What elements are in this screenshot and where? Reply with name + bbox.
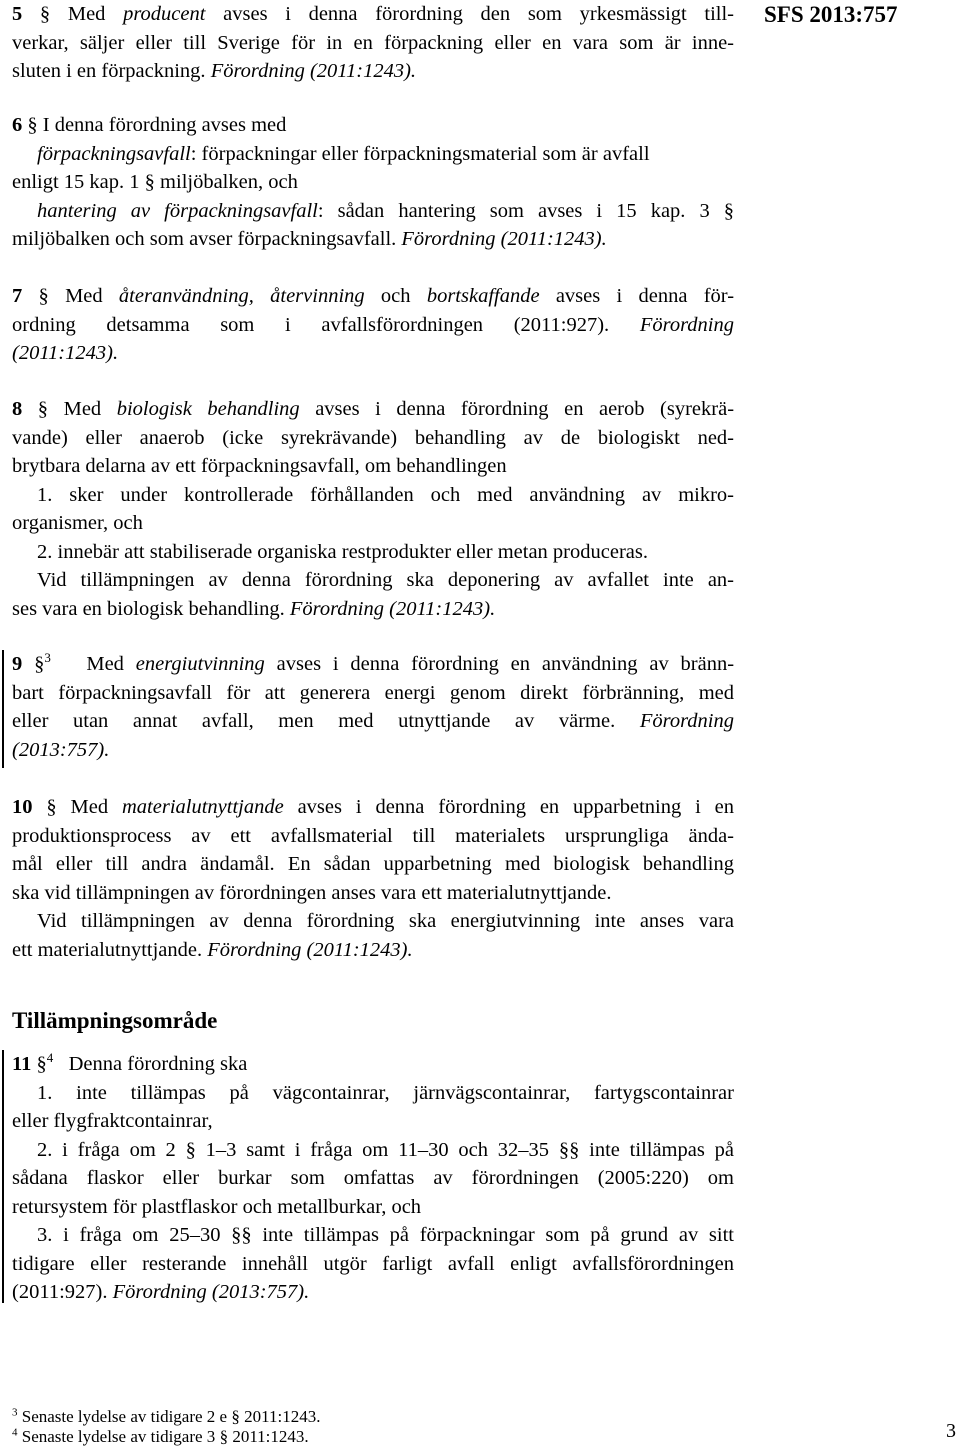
line — [12, 282, 734, 311]
text: ett materialutnyttjande. — [12, 938, 208, 961]
line: organismer, och — [12, 512, 143, 534]
text: 1–3 samt i fråga om 11–30 och 32–35 — [195, 1138, 559, 1161]
section-6 — [12, 111, 734, 254]
line — [12, 707, 734, 736]
line — [12, 1050, 734, 1079]
text: miljöbalken och som avser förpackningsavfall. — [12, 228, 402, 250]
footnote-ref: 4 — [46, 1050, 54, 1066]
amendment-ref: Förordning — [639, 313, 734, 336]
text: inte tillämpas på förpackningar som på grund av sitt — [251, 1224, 734, 1246]
text: : sådan hantering som avses i 15 kap. 3 — [317, 199, 724, 222]
section-number: 11 — [12, 1053, 32, 1075]
text: (2011:927). — [12, 1281, 113, 1303]
footnote-text: Senaste lydelse av tidigare 2 e — [21, 1407, 232, 1426]
line — [12, 140, 734, 169]
amendment-ref: Förordning (2011:1243). — [289, 597, 496, 620]
defined-term: materialutnyttjande — [122, 796, 284, 818]
line: sådana flaskor eller burkar som omfattas av förordningen (2005:220) om — [12, 1167, 734, 1189]
line: ska vid tillämpningen av förordningen anses vara ett materialutnyttjande. — [12, 881, 612, 904]
page-number: 3 — [946, 1420, 956, 1442]
line: 2. innebär att stabiliserade organiska restprodukter eller metan produceras. — [37, 540, 648, 563]
footnote-marker: 4 — [12, 1426, 18, 1439]
text: miljöbalken, och — [154, 171, 298, 193]
line: (2013:757). — [12, 738, 110, 761]
amendment-ref: Förordning (2013:757). — [112, 1281, 310, 1303]
line — [12, 111, 734, 140]
section-number: 8 — [12, 398, 23, 420]
text: Med — [67, 3, 124, 25]
section-sign: § — [46, 796, 57, 818]
line: brytbara delarna av ett förpackningsavfall, om behandlingen — [12, 455, 507, 477]
text: I denna förordning avses med — [42, 114, 287, 136]
line — [12, 793, 734, 822]
text: avses i denna för- — [539, 285, 735, 307]
text: Med — [65, 285, 119, 307]
text: : förpackningar eller förpackningsmaterial som är avfall — [190, 142, 650, 165]
section-number: 6 — [12, 114, 23, 136]
section-7 — [12, 282, 734, 368]
line: vande) eller anaerob (icke syrekrävande) behandling av de biologiskt ned- — [12, 426, 734, 449]
section-heading: Tillämpningsområde — [12, 1008, 218, 1033]
line: retursystem för plastflaskor och metallburkar, och — [12, 1195, 422, 1218]
footnote-text: 2011:1243. — [239, 1407, 321, 1426]
line: tidigare eller resterande innehåll utgör farligt avfall enligt avfallsförordningen — [12, 1252, 734, 1275]
change-bar — [2, 1050, 4, 1303]
footnote-text: 2011:1243. — [228, 1427, 309, 1446]
line: Vid tillämpningen av denna förordning ska energiutvinning inte anses vara — [37, 910, 734, 932]
section-sign: § — [144, 171, 155, 193]
defined-term: bortskaffande — [426, 285, 540, 307]
section-sign: § — [38, 285, 49, 307]
defined-term: energiutvinning — [135, 653, 265, 675]
section-9 — [12, 650, 734, 764]
line — [12, 936, 734, 965]
line — [12, 650, 734, 679]
line: 1. sker under kontrollerade förhållanden och med användning av mikro- — [37, 483, 734, 506]
section-number: 9 — [12, 653, 23, 675]
section-sign: § — [27, 114, 38, 136]
section-number: 10 — [12, 796, 33, 818]
text: avses i denna förordning en användning av bränn- — [264, 653, 735, 675]
text: och — [364, 285, 427, 307]
line — [12, 395, 734, 424]
section-number: 7 — [12, 285, 23, 307]
line — [12, 0, 734, 29]
footnote — [12, 1426, 309, 1448]
footnote-ref: 3 — [44, 650, 51, 666]
line: produktionsprocess av ett avfallsmaterial till materialets ursprungliga ända- — [12, 824, 734, 847]
text: eller utan annat avfall, men med utnyttjande av värme. — [12, 710, 640, 732]
section-number: 5 — [12, 3, 23, 25]
line — [12, 595, 734, 624]
amendment-ref: Förordning — [639, 710, 734, 732]
line — [12, 1278, 734, 1307]
line: (2011:1243). — [12, 342, 119, 364]
line — [12, 1221, 734, 1250]
amendment-ref: Förordning (2011:1243). — [207, 938, 413, 961]
line: bart förpackningsavfall för att generera energi genom direkt förbränning, med — [12, 681, 734, 704]
amendment-ref: Förordning (2011:1243). — [401, 228, 607, 250]
section-sign: § — [185, 1138, 196, 1161]
change-bar — [2, 650, 4, 768]
text: ordning detsamma som i avfallsförordningen (2011:927). — [12, 313, 640, 336]
section-sign: § — [231, 1407, 240, 1426]
text: Med — [86, 653, 136, 675]
text: Denna förordning ska — [68, 1053, 248, 1075]
section-10 — [12, 793, 734, 964]
footnote-text: Senaste lydelse av tidigare 3 — [21, 1427, 220, 1446]
defined-term: hantering av förpackningsavfall — [37, 199, 318, 222]
line — [12, 225, 734, 254]
line: verkar, säljer eller till Sverige för in en förpackning eller en vara som är inne- — [12, 31, 734, 54]
line: 1. inte tillämpas på vägcontainrar, järnvägscontainrar, fartygscontainrar — [37, 1081, 734, 1104]
section-11 — [12, 1050, 734, 1307]
section-sign: § — [37, 398, 49, 420]
line: eller flygfraktcontainrar, — [12, 1110, 213, 1132]
text: Med — [70, 796, 122, 818]
line — [12, 197, 734, 226]
text: avses i denna förordning en aerob (syrekrä- — [299, 398, 735, 420]
line: Vid tillämpningen av denna förordning ska deponering av avfallet inte an- — [37, 569, 734, 591]
defined-term: producent — [123, 3, 206, 25]
defined-term: förpackningsavfall — [37, 142, 191, 165]
footnote — [12, 1406, 320, 1428]
line — [12, 168, 734, 197]
footnote-marker: 3 — [12, 1406, 18, 1419]
text: 2. i fråga om 2 — [37, 1138, 186, 1161]
text: enligt 15 kap. 1 — [12, 171, 145, 193]
text: sluten i en förpackning. — [12, 60, 211, 82]
defined-term: biologisk behandling — [116, 398, 300, 420]
text: inte tillämpas på — [579, 1138, 734, 1161]
text: avses i denna förordning den som yrkesmässigt till- — [205, 3, 734, 25]
text: 3. i fråga om 25–30 — [37, 1224, 232, 1246]
text: ses vara en biologisk behandling. — [12, 597, 290, 620]
section-sign: § — [219, 1427, 229, 1446]
sfs-number: SFS 2013:757 — [764, 2, 898, 27]
text: Med — [63, 398, 117, 420]
line — [12, 1136, 734, 1165]
section-sign: §§ — [558, 1138, 580, 1161]
section-sign: § — [34, 653, 45, 675]
section-8 — [12, 395, 734, 623]
line — [12, 57, 734, 86]
section-sign: § — [36, 1053, 47, 1075]
section-sign: § — [723, 199, 734, 222]
line — [12, 311, 734, 340]
text: avses i denna förordning en upparbetning i en — [283, 796, 735, 818]
section-sign: §§ — [231, 1224, 252, 1246]
amendment-ref: Förordning (2011:1243). — [210, 60, 417, 82]
section-sign: § — [39, 3, 51, 25]
section-5 — [12, 0, 734, 86]
defined-term: återanvändning, återvinning — [118, 285, 365, 307]
line: mål eller till andra ändamål. En sådan upparbetning med biologisk behandling — [12, 853, 734, 875]
